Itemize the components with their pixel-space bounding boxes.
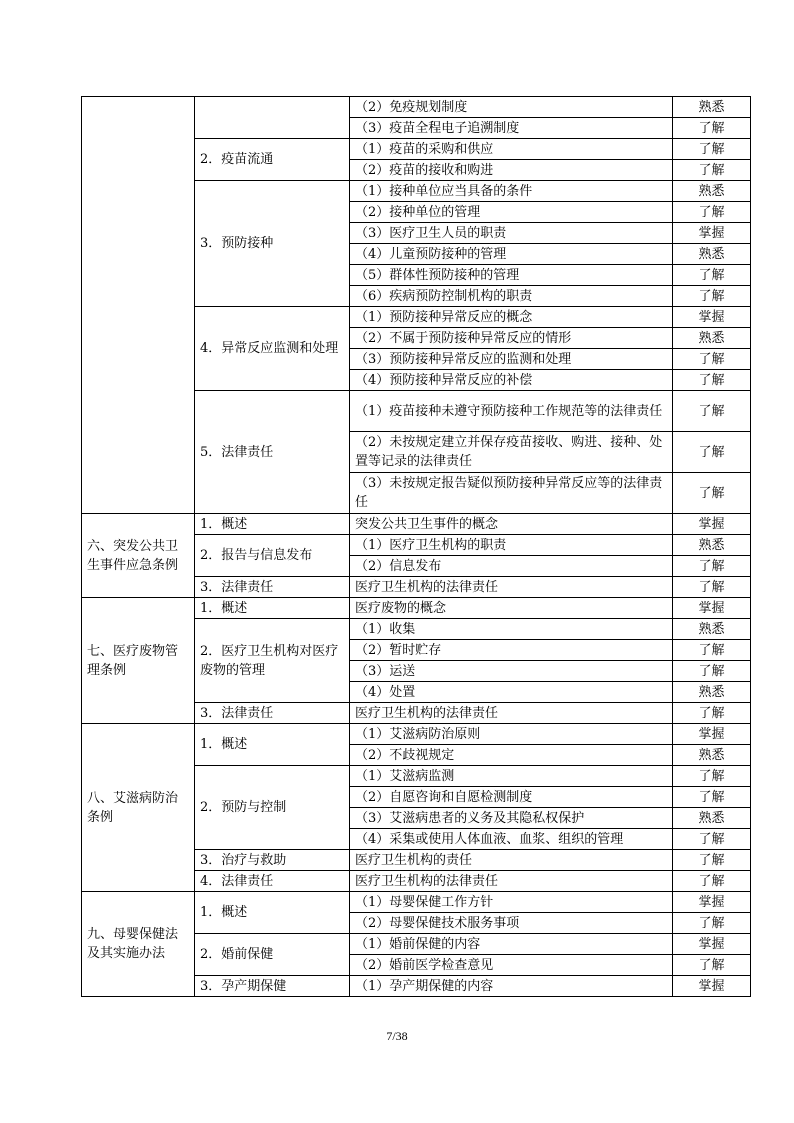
unit-cell: 七、医疗废物管理条例 — [82, 598, 195, 724]
topic-cell: 1．概述 — [195, 514, 350, 535]
topic-cell: 1．概述 — [195, 724, 350, 766]
point-cell: （1）艾滋病监测 — [350, 766, 673, 787]
level-cell: 了解 — [673, 640, 751, 661]
syllabus-table — [81, 96, 751, 997]
point-cell: （2）信息发布 — [350, 556, 673, 577]
topic-cell: 2．疫苗流通 — [195, 139, 350, 181]
level-cell: 了解 — [673, 955, 751, 976]
level-cell: 掌握 — [673, 934, 751, 955]
level-cell: 熟悉 — [673, 244, 751, 265]
point-cell: 医疗卫生机构的法律责任 — [350, 703, 673, 724]
unit-cell: 九、母婴保健法及其实施办法 — [82, 892, 195, 997]
topic-cell: 5．法律责任 — [195, 391, 350, 514]
table-row — [82, 97, 751, 118]
level-cell: 了解 — [673, 556, 751, 577]
level-cell: 了解 — [673, 118, 751, 139]
topic-cell: 3．法律责任 — [195, 703, 350, 724]
point-cell: （2）母婴保健技术服务事项 — [350, 913, 673, 934]
point-cell: （2）不属于预防接种异常反应的情形 — [350, 328, 673, 349]
level-cell: 掌握 — [673, 223, 751, 244]
level-cell: 掌握 — [673, 598, 751, 619]
point-cell: （1）疫苗接种未遵守预防接种工作规范等的法律责任 — [350, 391, 673, 432]
level-cell: 了解 — [673, 139, 751, 160]
point-cell: （3）预防接种异常反应的监测和处理 — [350, 349, 673, 370]
level-cell: 了解 — [673, 703, 751, 724]
level-cell: 熟悉 — [673, 535, 751, 556]
level-cell: 了解 — [673, 766, 751, 787]
point-cell: （4）儿童预防接种的管理 — [350, 244, 673, 265]
topic-cell: 2．婚前保健 — [195, 934, 350, 976]
topic-cell — [195, 97, 350, 139]
level-cell: 了解 — [673, 850, 751, 871]
point-cell: （3）运送 — [350, 661, 673, 682]
topic-cell: 2．预防与控制 — [195, 766, 350, 850]
point-cell: （1）收集 — [350, 619, 673, 640]
level-cell: 了解 — [673, 349, 751, 370]
point-cell: （3）疫苗全程电子追溯制度 — [350, 118, 673, 139]
level-cell: 掌握 — [673, 724, 751, 745]
page-number: 7/38 — [386, 1029, 408, 1043]
point-cell: （4）采集或使用人体血液、血浆、组织的管理 — [350, 829, 673, 850]
point-cell: （2）婚前医学检查意见 — [350, 955, 673, 976]
point-cell: 医疗卫生机构的法律责任 — [350, 577, 673, 598]
level-cell: 了解 — [673, 265, 751, 286]
topic-cell: 2．报告与信息发布 — [195, 535, 350, 577]
point-cell: （1）孕产期保健的内容 — [350, 976, 673, 997]
level-cell: 了解 — [673, 577, 751, 598]
point-cell: （1）疫苗的采购和供应 — [350, 139, 673, 160]
point-cell: （1）母婴保健工作方针 — [350, 892, 673, 913]
table-row — [82, 598, 751, 619]
level-cell: 熟悉 — [673, 328, 751, 349]
point-cell: （2）免疫规划制度 — [350, 97, 673, 118]
level-cell: 熟悉 — [673, 682, 751, 703]
point-cell: 医疗卫生机构的法律责任 — [350, 871, 673, 892]
level-cell: 掌握 — [673, 976, 751, 997]
point-cell: （3）艾滋病患者的义务及其隐私权保护 — [350, 808, 673, 829]
point-cell: 突发公共卫生事件的概念 — [350, 514, 673, 535]
point-cell: （2）接种单位的管理 — [350, 202, 673, 223]
point-cell: （4）预防接种异常反应的补偿 — [350, 370, 673, 391]
table-row — [82, 892, 751, 913]
level-cell: 熟悉 — [673, 97, 751, 118]
level-cell: 熟悉 — [673, 181, 751, 202]
topic-cell: 3．预防接种 — [195, 181, 350, 307]
point-cell: 医疗废物的概念 — [350, 598, 673, 619]
level-cell: 了解 — [673, 370, 751, 391]
topic-cell: 1．概述 — [195, 598, 350, 619]
topic-cell: 3．治疗与救助 — [195, 850, 350, 871]
point-cell: （2）不歧视规定 — [350, 745, 673, 766]
point-cell: （1）医疗卫生机构的职责 — [350, 535, 673, 556]
point-cell: （1）预防接种异常反应的概念 — [350, 307, 673, 328]
level-cell: 了解 — [673, 913, 751, 934]
topic-cell: 3．孕产期保健 — [195, 976, 350, 997]
topic-cell: 4．法律责任 — [195, 871, 350, 892]
point-cell: （1）接种单位应当具备的条件 — [350, 181, 673, 202]
point-cell: （1）婚前保健的内容 — [350, 934, 673, 955]
level-cell: 了解 — [673, 829, 751, 850]
level-cell: 熟悉 — [673, 808, 751, 829]
table-row — [82, 724, 751, 745]
point-cell: （6）疾病预防控制机构的职责 — [350, 286, 673, 307]
level-cell: 了解 — [673, 661, 751, 682]
point-cell: 医疗卫生机构的责任 — [350, 850, 673, 871]
topic-cell: 4．异常反应监测和处理 — [195, 307, 350, 391]
level-cell: 掌握 — [673, 892, 751, 913]
level-cell: 掌握 — [673, 514, 751, 535]
table-row — [82, 514, 751, 535]
level-cell: 了解 — [673, 391, 751, 432]
level-cell: 熟悉 — [673, 745, 751, 766]
level-cell: 了解 — [673, 473, 751, 514]
point-cell: （2）自愿咨询和自愿检测制度 — [350, 787, 673, 808]
topic-cell: 2．医疗卫生机构对医疗废物的管理 — [195, 619, 350, 703]
level-cell: 掌握 — [673, 307, 751, 328]
syllabus-body — [82, 97, 751, 997]
point-cell: （3）医疗卫生人员的职责 — [350, 223, 673, 244]
level-cell: 了解 — [673, 286, 751, 307]
point-cell: （5）群体性预防接种的管理 — [350, 265, 673, 286]
level-cell: 了解 — [673, 160, 751, 181]
point-cell: （2）暂时贮存 — [350, 640, 673, 661]
unit-cell — [82, 97, 195, 514]
level-cell: 了解 — [673, 871, 751, 892]
topic-cell: 3．法律责任 — [195, 577, 350, 598]
point-cell: （2）疫苗的接收和购进 — [350, 160, 673, 181]
unit-cell: 八、艾滋病防治条例 — [82, 724, 195, 892]
point-cell: （1）艾滋病防治原则 — [350, 724, 673, 745]
level-cell: 熟悉 — [673, 619, 751, 640]
point-cell: （4）处置 — [350, 682, 673, 703]
level-cell: 了解 — [673, 202, 751, 223]
topic-cell: 1．概述 — [195, 892, 350, 934]
level-cell: 了解 — [673, 432, 751, 473]
point-cell: （3）未按规定报告疑似预防接种异常反应等的法律责任 — [350, 473, 673, 514]
point-cell: （2）未按规定建立并保存疫苗接收、购进、接种、处置等记录的法律责任 — [350, 432, 673, 473]
level-cell: 了解 — [673, 787, 751, 808]
unit-cell: 六、突发公共卫生事件应急条例 — [82, 514, 195, 598]
